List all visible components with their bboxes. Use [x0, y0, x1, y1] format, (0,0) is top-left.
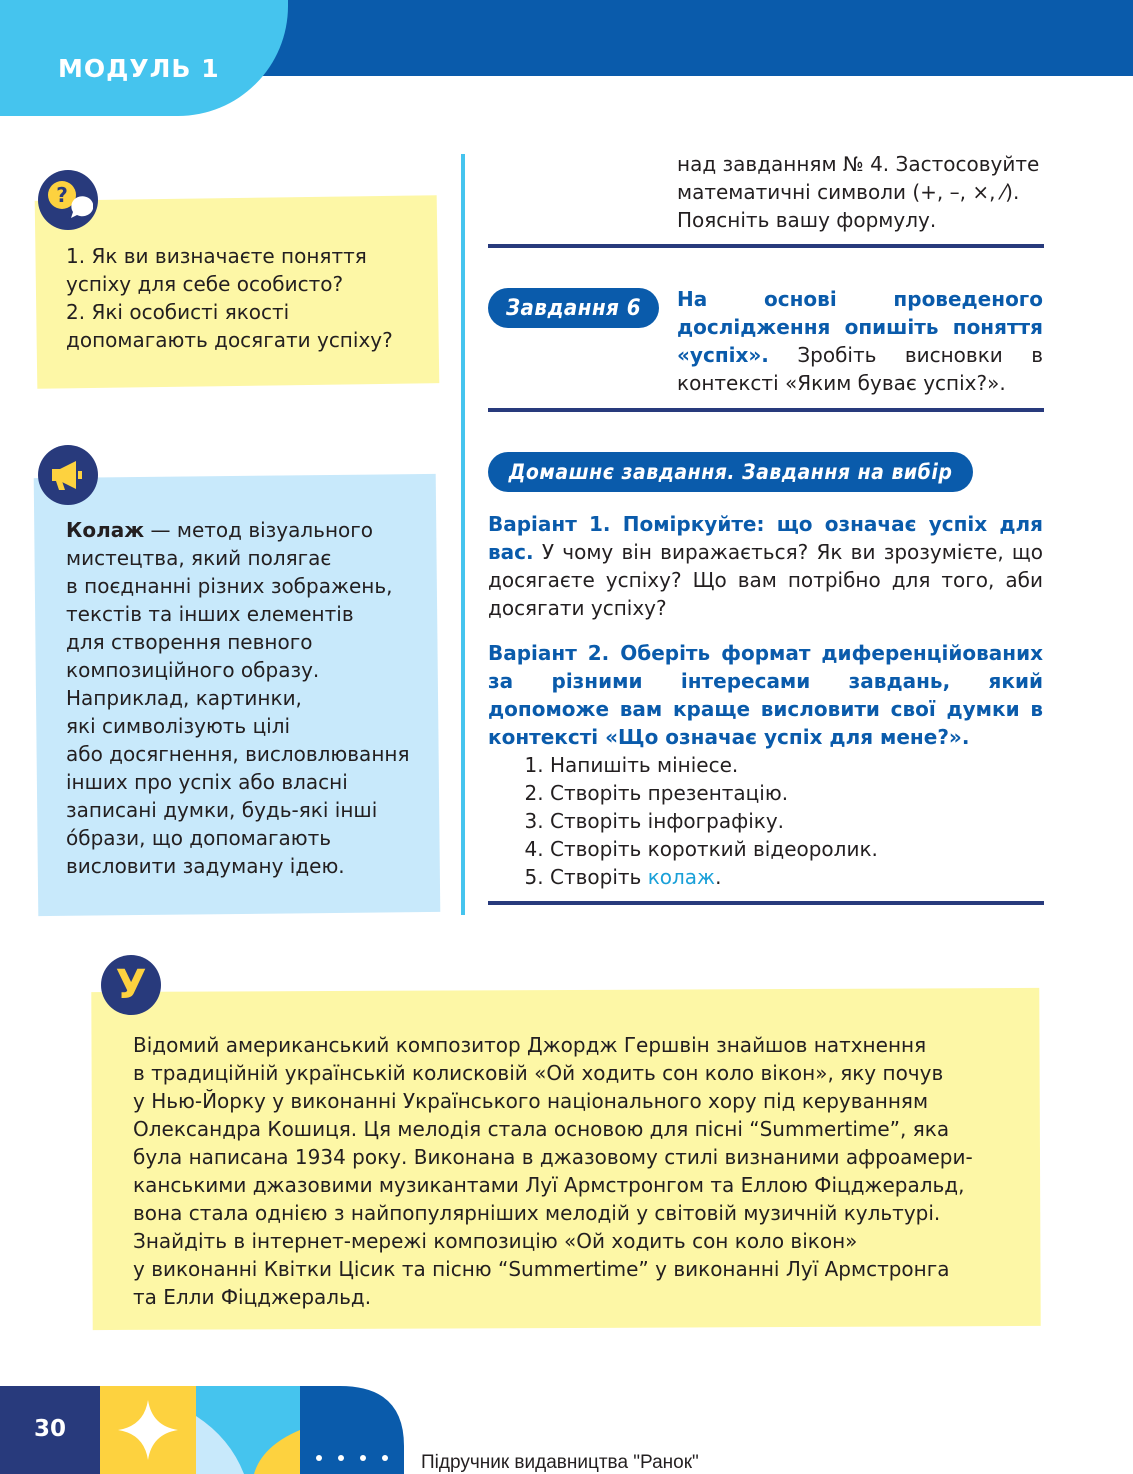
column-divider — [461, 154, 465, 915]
homework-list — [488, 751, 1043, 891]
question-text — [66, 242, 426, 354]
homework-variant2 — [488, 639, 1043, 751]
fact-line: та Елли Фіцджеральд. — [133, 1285, 372, 1309]
info-line: в поєднанні різних зображень, — [66, 574, 393, 598]
task5-continuation — [677, 150, 1043, 234]
question-line: успіху для себе особисто? — [66, 272, 344, 296]
item5-prefix: Створіть — [550, 865, 648, 889]
fact-line: вона стала однією з найпопулярніших мелодій у світовій музичній культурі. — [133, 1201, 941, 1225]
info-text — [66, 516, 426, 880]
fact-line: у виконанні Квітки Цісик та пісню “Summertime” у виконанні Луї Армстронга — [133, 1257, 950, 1281]
fact-line: Знайдіть в інтернет-мережі композицію «Ой ходить сон коло вікон» — [133, 1229, 858, 1253]
task6-text — [677, 285, 1043, 397]
info-line: Наприклад, картинки, — [66, 686, 302, 710]
fact-badge — [101, 955, 161, 1015]
fact-line: була написана 1934 року. Виконана в джазовому стилі визнаними афроамери- — [133, 1145, 973, 1169]
megaphone-icon — [38, 445, 98, 505]
question-line: 1. Як ви визначаєте поняття — [66, 244, 367, 268]
fact-line: Відомий американський композитор Джордж Гершвін знайшов натхнення — [133, 1033, 927, 1057]
fact-badge-letter: У — [115, 962, 147, 1008]
info-line: інших про успіх або власні — [66, 770, 348, 794]
info-line: які символізують цілі — [66, 714, 291, 738]
info-first-rest: — метод візуального — [144, 518, 374, 542]
info-line: композиційного образу. — [66, 658, 320, 682]
divider-line — [488, 244, 1044, 248]
info-line: або досягнення, висловлювання — [66, 742, 410, 766]
fact-line: канськими джазовими музикантами Луї Армстронгом та Еллою Фіцджеральд, — [133, 1173, 965, 1197]
page-number: 30 — [34, 1416, 67, 1442]
list-item: 4. Створіть короткий відеоролик. — [550, 835, 1043, 863]
divider-line — [488, 408, 1044, 412]
task5-line: над завданням № 4. Застосовуйте — [677, 152, 1040, 176]
task6-bold: На основі проведеного дослідження опишіть поняття «успіх». — [677, 287, 1043, 367]
question-line: 2. Які особисті якості — [66, 300, 290, 324]
variant1-bold: Варіант 1. Поміркуйте: що означає успіх для вас. — [488, 512, 1043, 564]
info-first-line — [66, 516, 426, 544]
module-label: МОДУЛЬ 1 — [58, 54, 220, 83]
homework-label: Домашнє завдання. Завдання на вибір — [488, 452, 973, 492]
info-line: текстів та інших елементів — [66, 602, 354, 626]
svg-text:?: ? — [56, 183, 68, 207]
task5-line: Поясніть вашу формулу. — [677, 208, 937, 232]
list-item — [550, 863, 1043, 891]
fact-line: Олександра Кошиця. Ця мелодія стала основою для пісні “Summertime”, яка — [133, 1117, 950, 1141]
divider-line — [488, 901, 1044, 905]
info-line: óбрази, що допомагають — [66, 826, 332, 850]
list-item: 1. Напишіть мініесе. — [550, 751, 1043, 779]
info-line: записані думки, будь-які інші — [66, 798, 378, 822]
item5-suffix: . — [715, 865, 722, 889]
list-item: 2. Створіть презентацію. — [550, 779, 1043, 807]
publisher-credit: Підручник видавництва "Ранок" — [421, 1452, 699, 1473]
question-chat-icon — [38, 170, 98, 230]
info-line: для створення певного — [66, 630, 313, 654]
task5-line: математичні символи (+, –, ×, ⁄). — [677, 180, 1020, 204]
info-line: мистецтва, який полягає — [66, 546, 332, 570]
collage-link[interactable]: колаж — [647, 865, 716, 889]
fact-line: в традиційній українській колисковій «Ой ходить сон коло вікон», яку почув — [133, 1061, 944, 1085]
task6-regular: Зробіть висновки в контексті «Яким буває успіх?». — [677, 343, 1043, 395]
homework-variant1 — [488, 510, 1043, 622]
task6-label: Завдання 6 — [488, 288, 659, 328]
variant1-regular: У чому він виражається? Як ви зрозумієте, що досягаєте успіху? Що вам потрібно для того, аби досягати успіху? — [488, 540, 1043, 620]
list-item: 3. Створіть інфографіку. — [550, 807, 1043, 835]
fact-line: у Нью-Йорку у виконанні Українського національного хору під керуванням — [133, 1089, 929, 1113]
info-term: Колаж — [66, 518, 145, 542]
variant2-bold: Варіант 2. Оберіть формат диференційованих за різними інтересами завдань, який допоможе вам краще висловити свої думки в контексті «Що означає успіх для мене?». — [488, 641, 1043, 749]
question-line: допомагають досягати успіху? — [66, 328, 393, 352]
info-line: висловити задуману ідею. — [66, 854, 345, 878]
fact-text — [133, 1031, 1023, 1311]
